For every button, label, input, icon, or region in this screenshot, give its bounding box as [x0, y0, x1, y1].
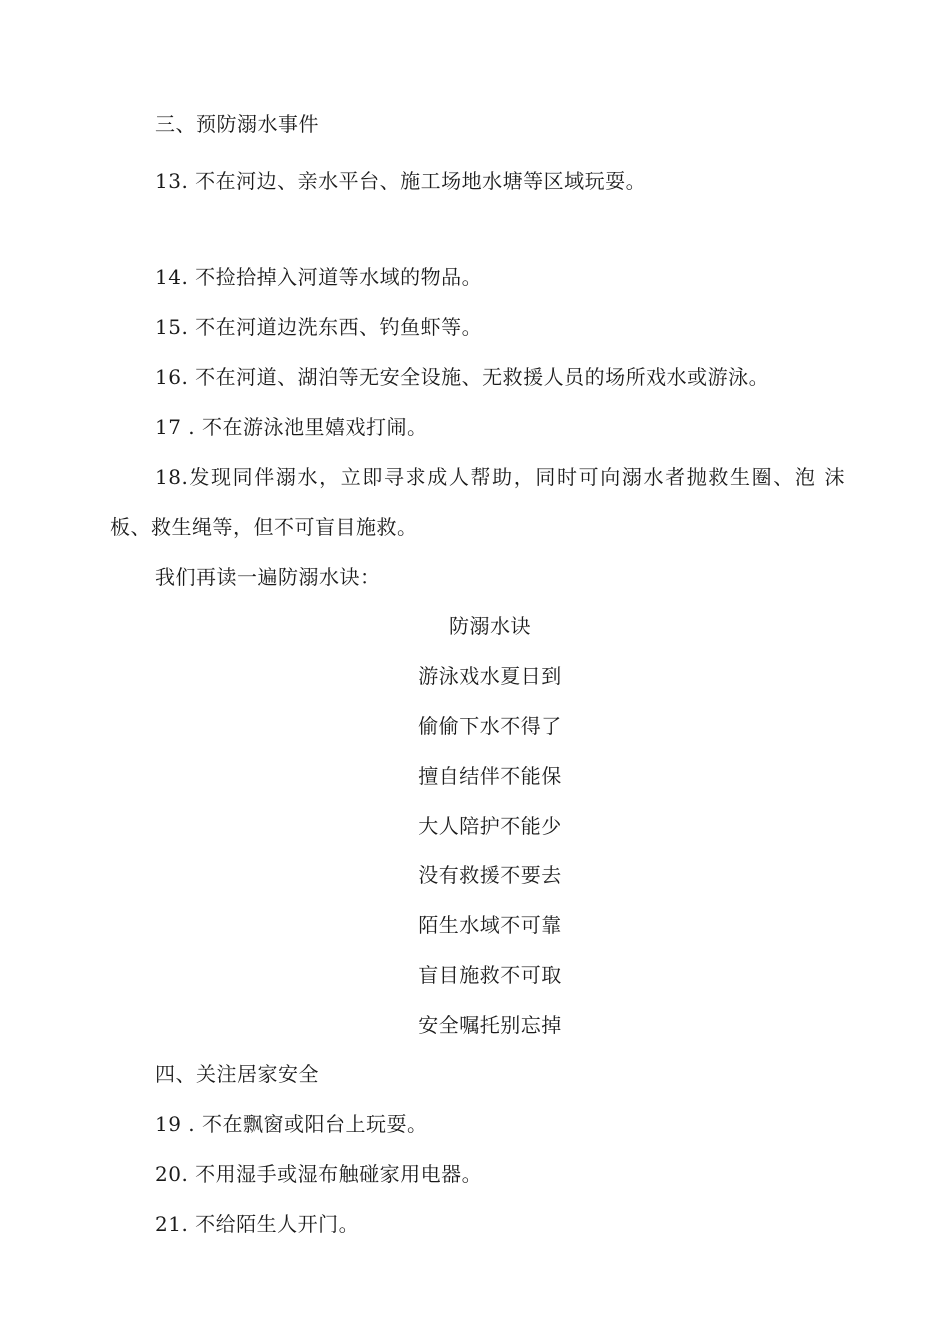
- poem-line: 没有救援不要去: [418, 863, 562, 887]
- list-item-18-line-1: 18.发现同伴溺水，立即寻求成人帮助，同时可向溺水者抛救生圈、泡 沫: [155, 465, 845, 489]
- poem-line: 大人陪护不能少: [418, 814, 562, 838]
- list-item-14: 14. 不捡拾掉入河道等水域的物品。: [155, 265, 483, 289]
- list-item-18-line-2: 板、救生绳等，但不可盲目施救。: [110, 515, 418, 539]
- list-item-19: 19 . 不在飘窗或阳台上玩耍。: [155, 1112, 428, 1136]
- list-item-21: 21. 不给陌生人开门。: [155, 1212, 360, 1236]
- list-item-20: 20. 不用湿手或湿布触碰家用电器。: [155, 1162, 483, 1186]
- poem-line: 偷偷下水不得了: [418, 714, 562, 738]
- poem-line: 陌生水域不可靠: [418, 913, 562, 937]
- section-heading-drowning-prevention: 三、预防溺水事件: [155, 112, 319, 136]
- list-item-17: 17 . 不在游泳池里嬉戏打闹。: [155, 415, 428, 439]
- list-item-13: 13. 不在河边、亲水平台、施工场地水塘等区域玩耍。: [155, 169, 647, 193]
- reread-intro: 我们再读一遍防溺水诀：: [155, 565, 381, 589]
- poem-line: 擅自结伴不能保: [418, 764, 562, 788]
- list-item-16: 16. 不在河道、湖泊等无安全设施、无救援人员的场所戏水或游泳。: [155, 365, 770, 389]
- list-item-15: 15. 不在河道边洗东西、钓鱼虾等。: [155, 315, 483, 339]
- poem-line: 游泳戏水夏日到: [418, 664, 562, 688]
- poem-line: 盲目施救不可取: [418, 963, 562, 987]
- section-heading-home-safety: 四、关注居家安全: [155, 1062, 319, 1086]
- poem-title: 防溺水诀: [449, 614, 531, 638]
- poem-line: 安全嘱托别忘掉: [418, 1013, 562, 1037]
